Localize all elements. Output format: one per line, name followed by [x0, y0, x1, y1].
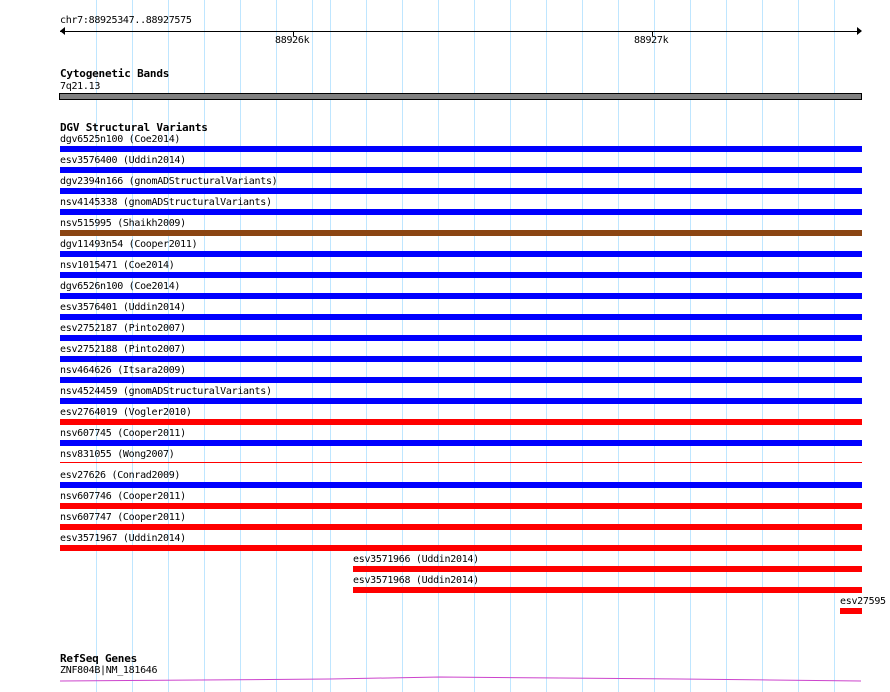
dgv-feature-label: nsv1015471 (Coe2014) — [60, 260, 175, 271]
dgv-feature-bar[interactable] — [60, 188, 862, 194]
dgv-feature-bar[interactable] — [60, 293, 862, 299]
refseq-gene-label: ZNF804B|NM_181646 — [60, 665, 158, 676]
dgv-track-title[interactable]: DGV Structural Variants — [60, 121, 208, 134]
dgv-feature-bar[interactable] — [60, 398, 862, 404]
dgv-feature-bar[interactable] — [60, 251, 862, 257]
ruler-line — [60, 31, 861, 32]
refseq-track-title[interactable]: RefSeq Genes — [60, 652, 138, 665]
refseq-gene-glyph[interactable] — [0, 670, 890, 692]
dgv-feature-bar[interactable] — [353, 587, 862, 593]
dgv-feature-bar[interactable] — [60, 272, 862, 278]
dgv-feature-bar[interactable] — [60, 209, 862, 215]
dgv-feature-label: nsv464626 (Itsara2009) — [60, 365, 186, 376]
dgv-feature-label: nsv607747 (Cooper2011) — [60, 512, 186, 523]
dgv-feature-label: nsv4145338 (gnomADStructuralVariants) — [60, 197, 272, 208]
dgv-feature-label: nsv607745 (Cooper2011) — [60, 428, 186, 439]
dgv-feature-bar[interactable] — [60, 167, 862, 173]
dgv-feature-bar[interactable] — [353, 566, 862, 572]
cytoband-track-title[interactable]: Cytogenetic Bands — [60, 67, 170, 80]
dgv-feature-label: esv3571966 (Uddin2014) — [353, 554, 479, 565]
dgv-feature-bar[interactable] — [60, 230, 862, 236]
dgv-feature-label: dgv2394n166 (gnomADStructuralVariants) — [60, 176, 278, 187]
dgv-feature-label: esv3571968 (Uddin2014) — [353, 575, 479, 586]
dgv-feature-label: esv2764019 (Vogler2010) — [60, 407, 192, 418]
dgv-feature-bar[interactable] — [840, 608, 862, 614]
ruler-position-label: chr7:88925347..88927575 — [60, 15, 192, 26]
dgv-feature-label: dgv6525n100 (Coe2014) — [60, 134, 181, 145]
cytoband-bar[interactable] — [59, 93, 862, 100]
dgv-feature-bar[interactable] — [60, 146, 862, 152]
dgv-feature-bar[interactable] — [60, 440, 862, 446]
dgv-feature-label: dgv11493n54 (Cooper2011) — [60, 239, 198, 250]
dgv-feature-bar[interactable] — [60, 503, 862, 509]
dgv-feature-label: nsv4524459 (gnomADStructuralVariants) — [60, 386, 272, 397]
dgv-feature-label: dgv6526n100 (Coe2014) — [60, 281, 181, 292]
dgv-feature-bar[interactable] — [60, 377, 862, 383]
dgv-feature-bar[interactable] — [60, 419, 862, 425]
dgv-feature-label: nsv607746 (Cooper2011) — [60, 491, 186, 502]
dgv-feature-bar[interactable] — [60, 545, 862, 551]
dgv-feature-label: esv27595 — [840, 596, 886, 607]
dgv-feature-label: esv2752188 (Pinto2007) — [60, 344, 186, 355]
ruler-tick-label: 88926k — [275, 35, 310, 46]
dgv-feature-bar[interactable] — [60, 462, 862, 463]
dgv-feature-label: nsv831055 (Wong2007) — [60, 449, 175, 460]
dgv-feature-label: esv3576400 (Uddin2014) — [60, 155, 186, 166]
dgv-feature-label: esv3576401 (Uddin2014) — [60, 302, 186, 313]
dgv-feature-bar[interactable] — [60, 314, 862, 320]
dgv-feature-label: esv27626 (Conrad2009) — [60, 470, 181, 481]
dgv-feature-bar[interactable] — [60, 335, 862, 341]
ruler-right-arrow-icon[interactable] — [857, 27, 862, 35]
dgv-feature-bar[interactable] — [60, 524, 862, 530]
dgv-feature-label: nsv515995 (Shaikh2009) — [60, 218, 186, 229]
dgv-feature-label: esv2752187 (Pinto2007) — [60, 323, 186, 334]
dgv-feature-bar[interactable] — [60, 356, 862, 362]
ruler-tick-label: 88927k — [634, 35, 669, 46]
cytoband-label: 7q21.13 — [60, 81, 101, 92]
dgv-feature-bar[interactable] — [60, 482, 862, 488]
dgv-feature-label: esv3571967 (Uddin2014) — [60, 533, 186, 544]
